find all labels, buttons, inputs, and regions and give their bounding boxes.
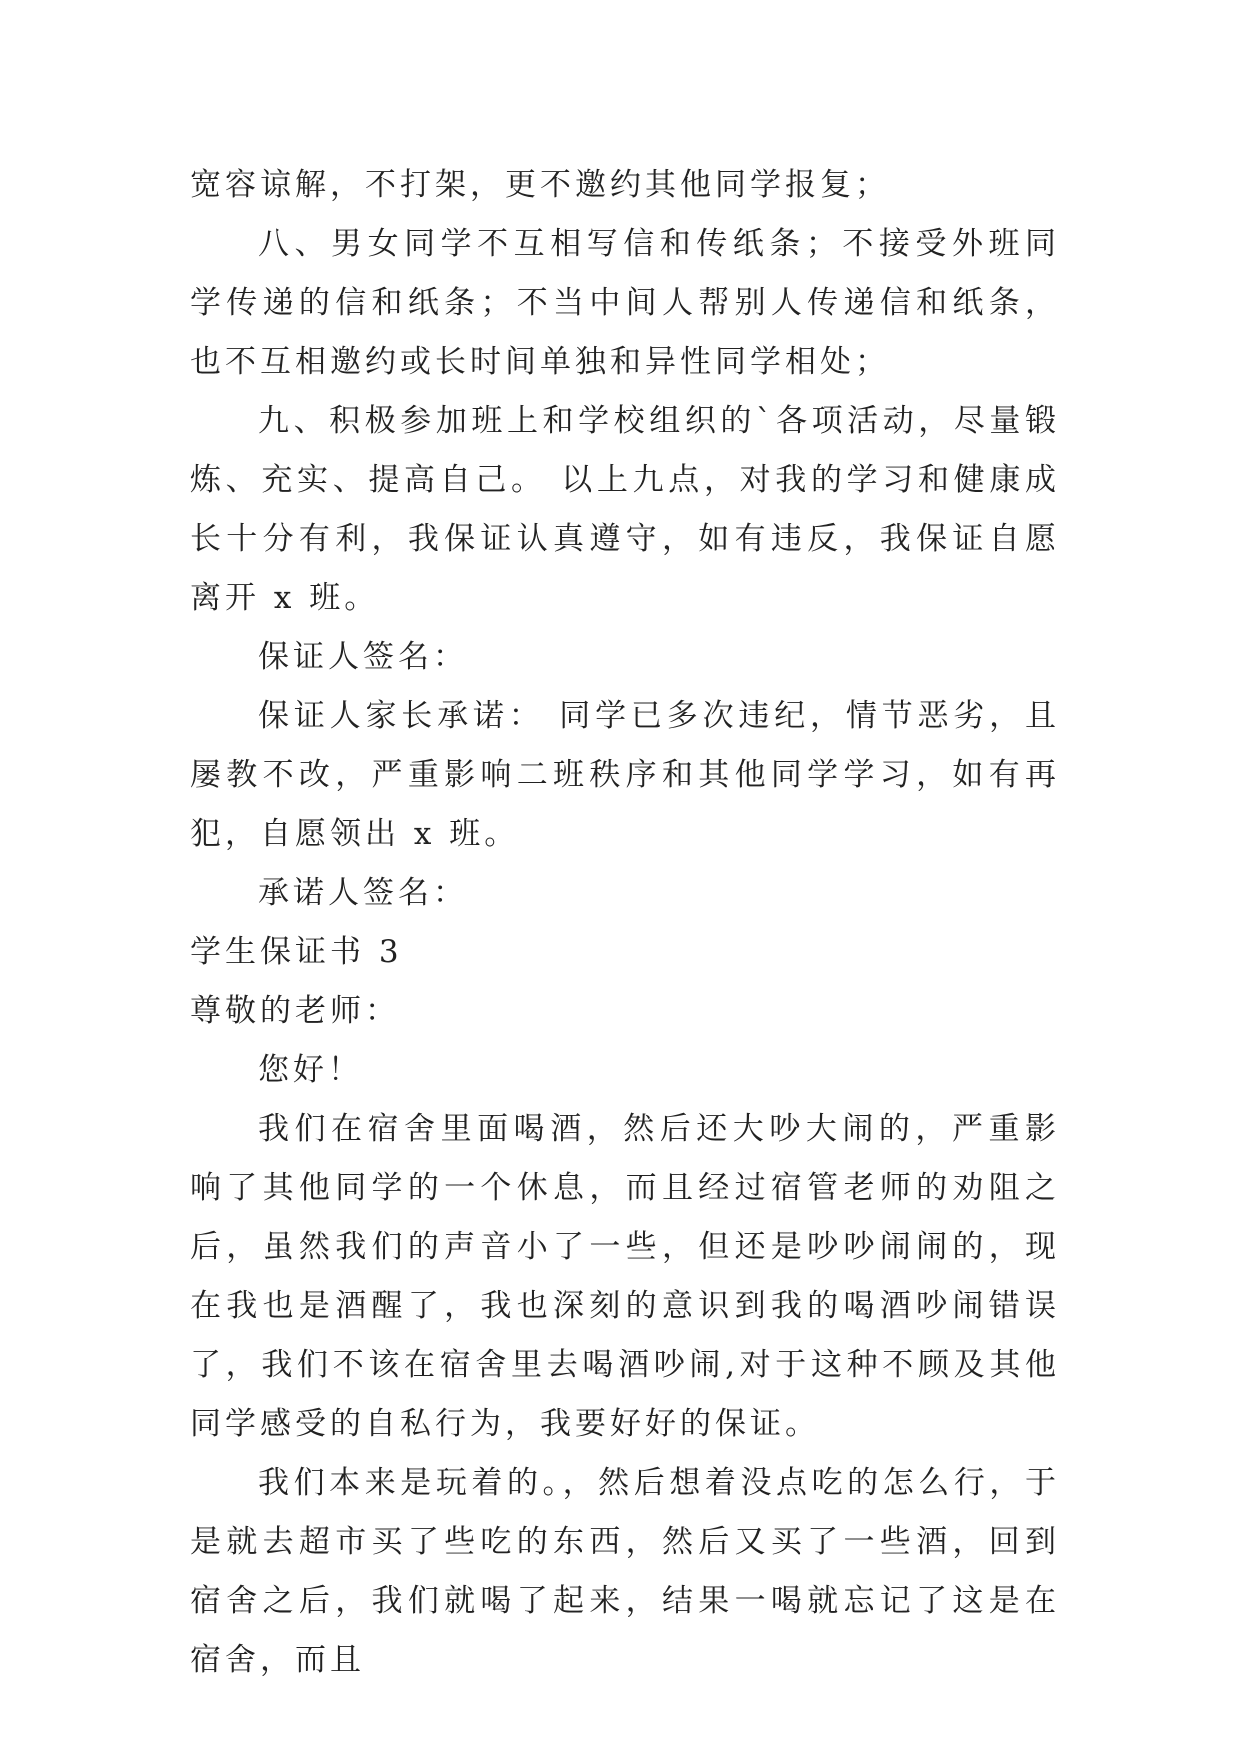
greeting: 您好！	[258, 1052, 363, 1088]
promisor-signature-line: 承诺人签名：	[258, 875, 468, 911]
body-paragraph-1: 我们在宿舍里面喝酒，然后还大吵大闹的，严重影响了其他同学的一个休息，而且经过宿管老师的劝阻之后，虽然我们的声音小了一些，但还是吵吵闹闹的，现在我也是酒醒了，我也深刻的意识到我的喝酒吵闹错误了，我们不该在宿舍里去喝酒吵闹,对于这种不顾及其他同学感受的自私行为，我要好好的保证。	[190, 1111, 1060, 1442]
section-title: 学生保证书 3	[190, 934, 403, 970]
document-body	[190, 156, 1060, 1690]
parent-commitment-paragraph: 保证人家长承诺： 同学已多次违纪，情节恶劣，且屡教不改，严重影响二班秩序和其他同学学习，如有再犯，自愿领出 x 班。	[190, 698, 1060, 852]
salutation: 尊敬的老师：	[190, 993, 400, 1029]
guarantor-signature-line: 保证人签名：	[258, 639, 468, 675]
paragraph-1: 宽容谅解，不打架，更不邀约其他同学报复；	[190, 167, 890, 203]
body-paragraph-2: 我们本来是玩着的。，然后想着没点吃的怎么行，于是就去超市买了些吃的东西，然后又买了一些酒，回到宿舍之后，我们就喝了起来，结果一喝就忘记了这是在宿舍，而且	[190, 1465, 1060, 1678]
paragraph-item-9: 九、积极参加班上和学校组织的`各项活动，尽量锻炼、充实、提高自己。 以上九点，对我的学习和健康成长十分有利，我保证认真遵守，如有违反，我保证自愿离开 x 班。	[190, 403, 1060, 616]
paragraph-item-8: 八、男女同学不互相写信和传纸条；不接受外班同学传递的信和纸条；不当中间人帮别人传递信和纸条，也不互相邀约或长时间单独和异性同学相处；	[190, 226, 1060, 380]
